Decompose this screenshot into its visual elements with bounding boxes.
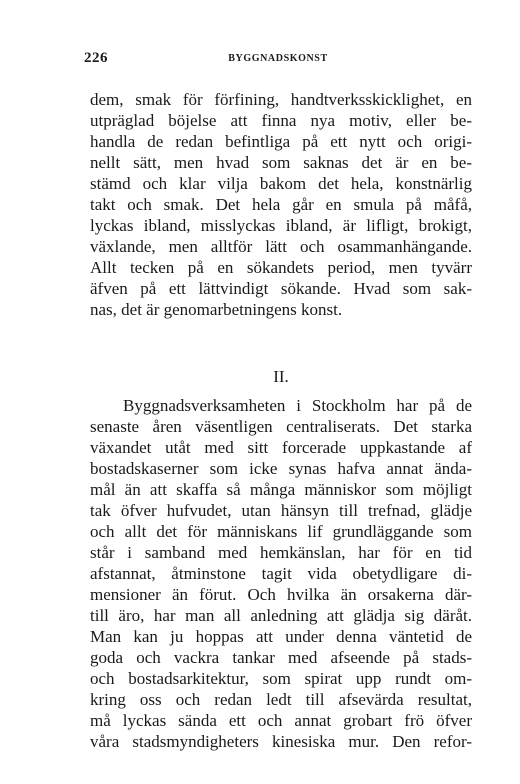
text-line: lyckas ibland, misslyckas ibland, är lifligt, brokigt, bbox=[90, 216, 472, 235]
text-line: mål än att skaffa så många människor som möjligt bbox=[90, 480, 472, 499]
text-line: mensioner än förut. Och hvilka än orsakerna där- bbox=[90, 585, 472, 604]
running-head bbox=[84, 50, 472, 72]
text-line: handla de redan befintliga på ett nytt och origi- bbox=[90, 132, 472, 151]
paragraph-2 bbox=[90, 395, 472, 752]
text-line: afstannat, åtminstone tagit vida obetydligare di- bbox=[90, 564, 472, 583]
text-line: stämd och klar vilja bakom det hela, konstnärlig bbox=[90, 174, 472, 193]
text-line: till äro, har man all anledning att glädja sig däråt. bbox=[90, 606, 472, 625]
text-line: våra stadsmyndigheters kinesiska mur. Den refor- bbox=[90, 732, 472, 751]
text-line: och allt det för människans lif grundläggande som bbox=[90, 522, 472, 541]
running-title: BYGGNADSKONST bbox=[228, 53, 328, 64]
text-line: nas, det är genomarbetningens konst. bbox=[90, 300, 343, 319]
text-line: kring oss och redan ledt till afsevärda resultat, bbox=[90, 690, 472, 709]
text-line: senaste åren väsentligen centraliserats. Det starka bbox=[90, 417, 472, 436]
text-line: växandet utåt med sitt forcerade uppkastande af bbox=[90, 438, 472, 457]
text-line: och bostadsarkitektur, som spirat upp rundt om- bbox=[90, 669, 472, 688]
text-line: Byggnadsverksamheten i Stockholm har på de bbox=[123, 396, 472, 415]
text-line: goda och vackra tankar med afseende på stads- bbox=[90, 648, 472, 667]
text-line: nellt sätt, men hvad som saknas det är en be- bbox=[90, 153, 472, 172]
section-heading: II. bbox=[273, 367, 289, 386]
text-line: tak öfver hufvudet, utan hänsyn till trefnad, glädje bbox=[90, 501, 472, 520]
text-line: växlande, men alltför lätt och osammanhängande. bbox=[90, 237, 472, 256]
text-line: äfven på ett lättvindigt sökande. Hvad som sak- bbox=[90, 279, 472, 298]
text-line: dem, smak för förfining, handtverksskicklighet, en bbox=[90, 90, 472, 109]
page-number: 226 bbox=[84, 50, 108, 66]
text-line: takt och smak. Det hela går en smula på måfå, bbox=[90, 195, 472, 214]
paragraph-1 bbox=[90, 89, 472, 320]
text-line: bostadskaserner som icke synas hafva annat ända- bbox=[90, 459, 472, 478]
text-line: står i samband med hemkänslan, har för en tid bbox=[90, 543, 472, 562]
text-line: Allt tecken på en sökandets period, men tyvärr bbox=[90, 258, 472, 277]
text-line: må lyckas sända ett och annat grobart frö öfver bbox=[90, 711, 472, 730]
text-line: Man kan ju hoppas att under denna väntetid de bbox=[90, 627, 472, 646]
text-line: utpräglad böjelse att finna nya motiv, eller be- bbox=[90, 111, 472, 130]
